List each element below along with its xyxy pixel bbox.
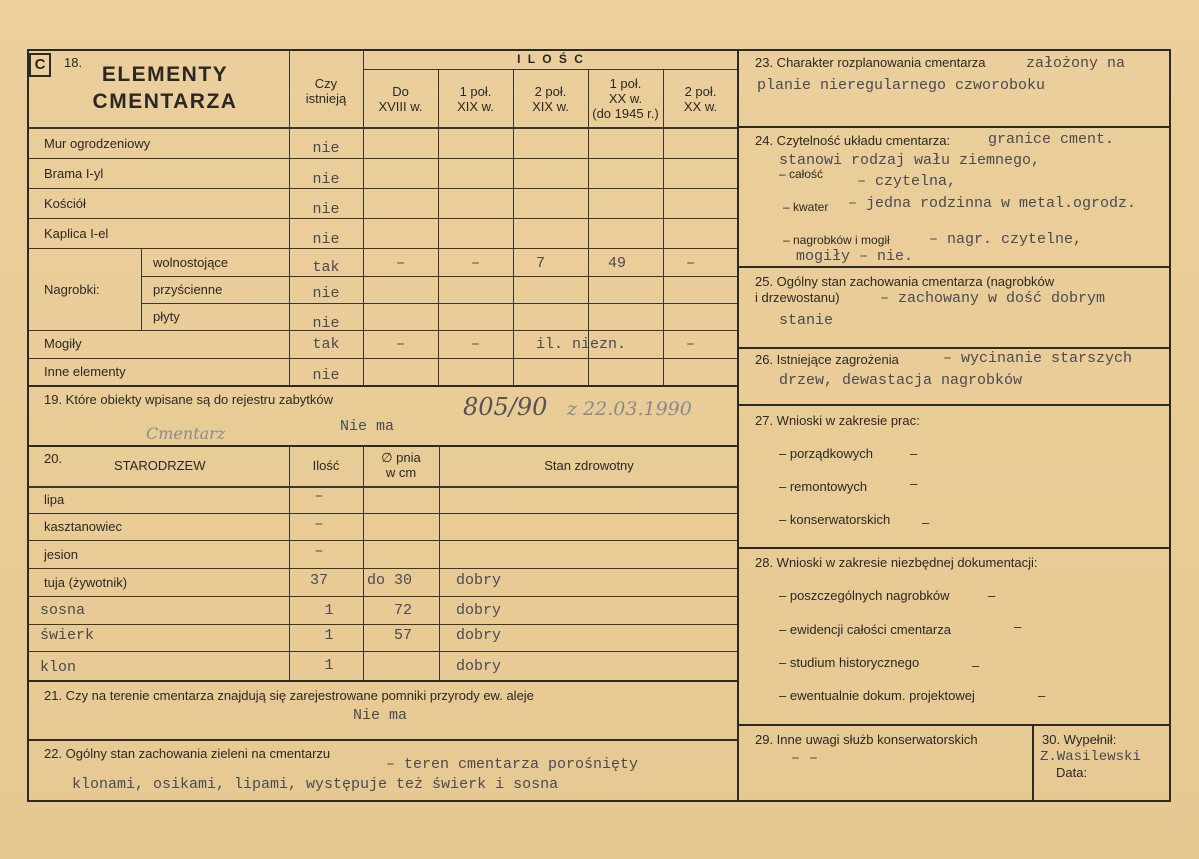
section-26-value-2: drzew, dewastacja nagrobków	[779, 372, 1023, 389]
section-20-number: 20.	[44, 451, 63, 466]
dok-studium-value: –	[972, 658, 980, 673]
wolnostojace-period-4: 49	[607, 255, 626, 272]
tree-state-header: Stan zdrowotny	[544, 458, 634, 473]
row-label-kosciol: Kościół	[44, 196, 86, 211]
registry-date: z 22.03.1990	[567, 398, 692, 420]
nagrobki-sub-plyty: płyty	[153, 309, 180, 324]
wolnostojace-period-3: 7	[535, 255, 545, 272]
tree-state: dobry	[456, 658, 502, 675]
dok-projektowej: – ewentualnie dokum. projektowej	[779, 688, 975, 703]
przyscienne-exists: nie	[312, 285, 340, 302]
mogily-exists: tak	[312, 336, 340, 353]
tree-qty: –	[314, 543, 324, 560]
section-22-value-2: klonami, osikami, lipami, występuje też świerk i sosna	[72, 776, 559, 793]
nagrobki-sub-przyscienne: przyścienne	[153, 282, 223, 297]
tree-qty: 37	[309, 572, 328, 589]
period-header-4: 1 poł. XX w. (do 1945 r.)	[592, 76, 659, 121]
mogily-period-3-4: il. niezn.	[536, 336, 627, 353]
elements-title-line1: ELEMENTY	[101, 63, 229, 86]
tree-diam: do 30	[367, 572, 413, 589]
mogily-period-5: –	[685, 336, 695, 353]
tree-name: lipa	[44, 492, 65, 507]
calosc-value: – czytelna,	[857, 173, 957, 190]
section-21-label: 21. Czy na terenie cmentarza znajdują się zarejestrowane pomniki przyrody ew. aleje	[44, 688, 534, 703]
ilosc-header: I L O Ś C	[517, 52, 585, 66]
section-23-label: 23. Charakter rozplanowania cmentarza	[755, 55, 986, 70]
dok-nagrobkow: – poszczególnych nagrobków	[779, 588, 950, 603]
section-24-value-2: stanowi rodzaj wału ziemnego,	[779, 152, 1041, 169]
tree-state: dobry	[456, 627, 502, 644]
nagrobkow-value-2: mogiły – nie.	[796, 248, 914, 265]
section-18-number: 18.	[64, 55, 83, 70]
section-20-frame	[27, 445, 739, 682]
prace-porzadkowe: – porządkowych	[779, 446, 873, 461]
starodrzew-header: STARODRZEW	[114, 458, 206, 473]
prace-remontowe: – remontowych	[779, 479, 868, 494]
calosc-label: – całość	[779, 167, 824, 181]
section-25-value-1: – zachowany w dość dobrym	[880, 290, 1106, 307]
mogily-period-2: –	[470, 336, 480, 353]
nagrobki-sub-wolnostojace: wolnostojące	[153, 255, 229, 270]
wolnostojace-period-1: –	[395, 255, 405, 272]
section-29-value: – –	[791, 750, 819, 767]
nagrobki-label: Nagrobki:	[44, 282, 100, 297]
period-header-2: 1 poł. XIX w.	[457, 84, 494, 114]
kwater-value: – jedna rodzinna w metal.ogrodz.	[848, 195, 1137, 212]
tree-diam: 72	[393, 602, 412, 619]
row-value-mur: nie	[312, 140, 340, 157]
tree-name: jesion	[44, 547, 78, 562]
plyty-exists: nie	[312, 315, 340, 332]
section-23-value-2: planie nieregularnego czworoboku	[757, 77, 1046, 94]
section-26-value-1: – wycinanie starszych	[943, 350, 1133, 367]
section-25-label-2: i drzewostanu)	[755, 290, 840, 305]
elements-title-line2: CMENTARZA	[92, 90, 238, 113]
row-label-mogily: Mogiły	[44, 336, 82, 351]
tree-diam: 57	[393, 627, 412, 644]
row-label-brama: Brama I-yl	[44, 166, 104, 181]
prace-konserwatorskie: – konserwatorskich	[779, 512, 891, 527]
tree-qty: –	[314, 488, 324, 505]
section-19-value: Nie ma	[340, 418, 395, 435]
tree-qty: 1	[324, 602, 334, 619]
row-label-mur: Mur ogrodzeniowy	[44, 136, 151, 151]
tree-diam-header: ∅ pnia w cm	[381, 450, 421, 480]
tree-qty: 1	[324, 627, 334, 644]
nagrobkow-label: – nagrobków i mogił	[783, 233, 890, 247]
section-24-label: 24. Czytelność układu cmentarza:	[755, 133, 951, 148]
section-24-value-1: granice cment.	[988, 131, 1115, 148]
tree-qty-header: Ilość	[312, 458, 340, 473]
dok-ewidencji: – ewidencji całości cmentarza	[779, 622, 951, 637]
wolnostojace-period-2: –	[470, 255, 480, 272]
section-28-label: 28. Wnioski w zakresie niezbędnej dokumentacji:	[755, 555, 1038, 570]
dok-projektowej-value: –	[1038, 688, 1046, 703]
mogily-period-1: –	[395, 336, 405, 353]
tree-name: kasztanowiec	[44, 519, 123, 534]
handwritten-note: Cmentarz	[146, 424, 226, 443]
tree-name: tuja (żywotnik)	[44, 575, 128, 590]
section-30-date-label: Data:	[1056, 765, 1088, 780]
registry-number: 805/90	[463, 393, 548, 421]
period-header-1: Do XVIII w.	[378, 84, 423, 114]
row-value-kosciol: nie	[312, 201, 340, 218]
row-label-kaplica: Kaplica I-el	[44, 226, 109, 241]
row-label-inne: Inne elementy	[44, 364, 126, 379]
exists-header: Czy istnieją	[305, 76, 347, 106]
section-27-label: 27. Wnioski w zakresie prac:	[755, 413, 920, 428]
wolnostojace-period-5: –	[685, 255, 695, 272]
kwater-label: – kwater	[783, 200, 829, 214]
row-value-brama: nie	[312, 171, 340, 188]
tree-name: klon	[40, 659, 77, 676]
wolnostojace-exists: tak	[312, 259, 340, 276]
tree-qty: –	[314, 516, 324, 533]
inne-exists: nie	[312, 367, 340, 384]
prace-konserwatorskie-value: –	[922, 515, 930, 530]
tree-qty: 1	[324, 657, 334, 674]
tree-name: sosna	[40, 602, 86, 619]
prace-porzadkowe-value: –	[910, 446, 918, 461]
section-30-label: 30. Wypełnił:	[1042, 732, 1117, 747]
tree-state: dobry	[456, 572, 502, 589]
period-header-5: 2 poł. XX w.	[683, 84, 718, 114]
nagrobkow-value-1: – nagr. czytelne,	[929, 231, 1083, 248]
section-23-value-1: założony na	[1026, 55, 1126, 72]
section-30-value: Z.Wasilewski	[1040, 749, 1141, 765]
section-21-value: Nie ma	[353, 707, 408, 724]
section-25-value-2: stanie	[779, 312, 834, 329]
row-value-kaplica: nie	[312, 231, 340, 248]
section-25-label-1: 25. Ogólny stan zachowania cmentarza (nagrobków	[755, 274, 1055, 289]
section-26-label: 26. Istniejące zagrożenia	[755, 352, 899, 367]
section-22-label: 22. Ogólny stan zachowania zieleni na cmentarzu	[44, 746, 331, 761]
section-29-label: 29. Inne uwagi służb konserwatorskich	[755, 732, 978, 747]
form-letter-c: C	[29, 53, 51, 77]
tree-state: dobry	[456, 602, 502, 619]
dok-studium: – studium historycznego	[779, 655, 920, 670]
dok-nagrobkow-value: –	[988, 588, 996, 603]
prace-remontowe-value: –	[910, 476, 918, 491]
section-19-label: 19. Które obiekty wpisane są do rejestru zabytków	[44, 392, 334, 407]
section-22-value-1: – teren cmentarza porośnięty	[386, 756, 639, 773]
period-header-3: 2 poł. XIX w.	[532, 84, 569, 114]
dok-ewidencji-value: –	[1014, 619, 1022, 634]
tree-name: świerk	[40, 627, 95, 644]
